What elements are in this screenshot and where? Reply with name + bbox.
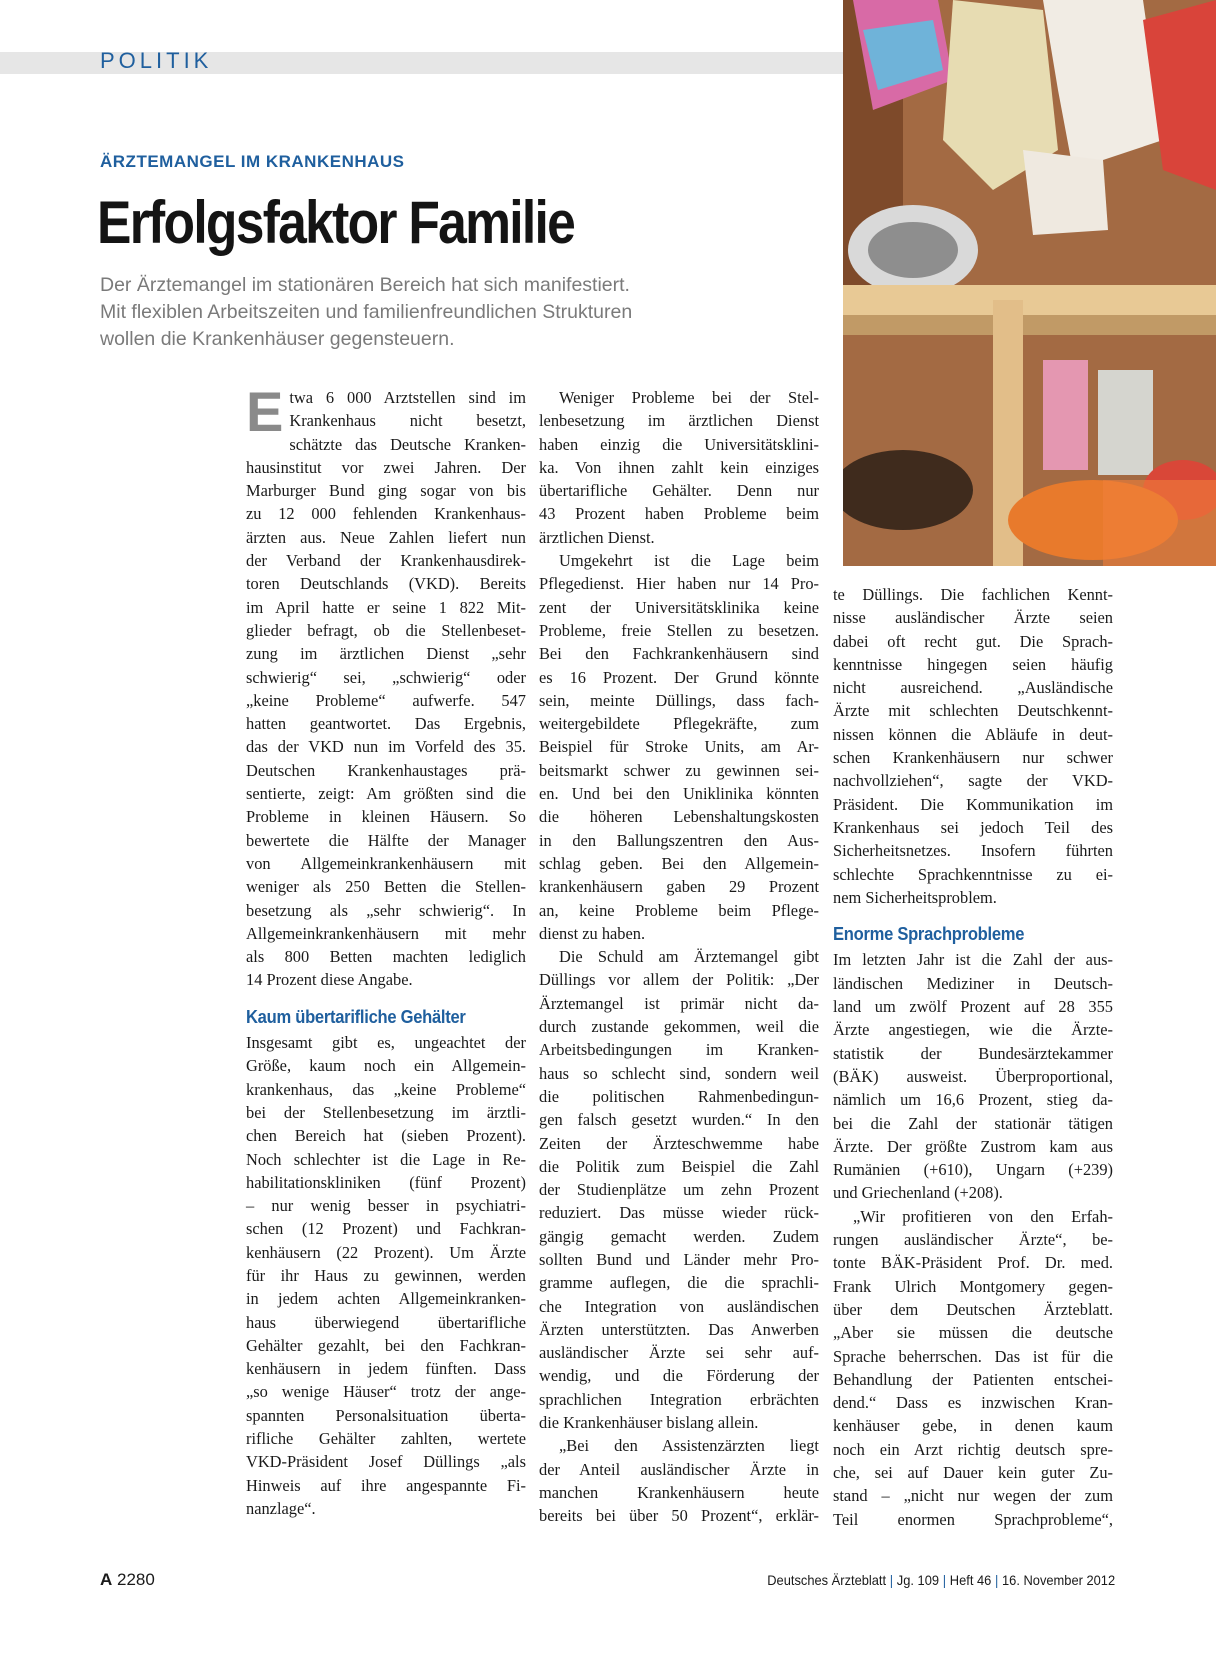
text-line: als 800 Betten machten lediglich (246, 947, 526, 967)
journal-date: 16. November 2012 (1001, 1572, 1115, 1588)
text-line: habilitationskliniken (fünf Prozent) (246, 1172, 526, 1192)
text-line: wendig, und die Förderung der (539, 1366, 819, 1386)
article-headline: Erfolgsfaktor Familie (97, 189, 575, 256)
page-number (100, 1570, 155, 1590)
text-line: über dem Deutschen Ärzteblatt. (833, 1299, 1113, 1319)
journal-volume: Jg. 109 (896, 1572, 939, 1588)
column-1-body-a (246, 380, 526, 992)
text-line: der Studienplätze um zehn Prozent (539, 1180, 819, 1200)
text-line: sollten Bund und Länder mehr Pro- (539, 1249, 819, 1269)
text-line: Sprache beherrschen. Das ist für die (833, 1346, 1113, 1366)
text-line: ärzten aus. Neue Zahlen liefert nun (246, 527, 526, 547)
text-line: übertarifliche Gehälter. Denn nur (539, 481, 819, 501)
text-line: schätzte das Deutsche Kranken- (289, 434, 526, 454)
text-line: Pflegedienst. Hier haben nur 14 Pro- (539, 574, 819, 594)
text-line: ärztlichen Dienst. (539, 527, 655, 547)
text-line: glieder befragt, ob die Stellenbeset- (246, 620, 526, 640)
text-line: dienst zu haben. (539, 923, 646, 943)
text-line: haus so schlecht sind, sondern weil (539, 1063, 819, 1083)
text-line: Behandlung der Patienten entschei- (833, 1369, 1113, 1389)
journal-name: Deutsches Ärzteblatt (767, 1572, 886, 1588)
article-kicker: ÄRZTEMANGEL IM KRANKENHAUS (100, 152, 405, 171)
text-line: weniger als 250 Betten die Stellen- (246, 877, 526, 897)
text-line: sprachlichen Integration erbrächten (539, 1389, 819, 1409)
subheading-gehaelter: Kaum übertarifliche Gehälter (246, 1006, 466, 1027)
text-line: chen Bereich hat (sieben Prozent). (246, 1126, 526, 1146)
text-line: Ärzten unterstützten. Das Anwerben (539, 1319, 819, 1339)
text-line: bei die Zahl der stationär tätigen (833, 1113, 1113, 1133)
column-3-body-b (833, 948, 1113, 1530)
text-line: „Aber sie müssen die deutsche (833, 1323, 1113, 1343)
text-line: nämlich um 16,6 Prozent, stieg da- (833, 1090, 1113, 1110)
text-line: der Anteil ausländischer Ärzte in (539, 1459, 819, 1479)
text-line: ausländischer Ärzte sei sehr auf- (539, 1343, 819, 1363)
text-line: zent der Universitätsklinika keine (539, 597, 819, 617)
text-line: Frank Ulrich Montgomery gegen- (833, 1276, 1113, 1296)
text-line: Krankenhaus sei jedoch Teil des (833, 817, 1113, 837)
text-line: twa 6 000 Arztstellen sind im (289, 388, 526, 407)
text-line: manchen Krankenhäusern heute (539, 1482, 819, 1502)
article-photo (843, 0, 1216, 566)
text-line: dabei oft recht gut. Die Sprach- (833, 631, 1113, 651)
page-number-value: 2280 (117, 1570, 155, 1589)
text-line: VKD-Präsident Josef Düllings „als (246, 1452, 526, 1472)
text-line: „Bei den Assistenzärzten liegt (559, 1436, 819, 1456)
text-line: – nur wenig besser in psychiatri- (246, 1196, 526, 1216)
page-prefix: A (100, 1570, 113, 1589)
text-line: Deutschen Krankenhaustages prä- (246, 760, 526, 780)
text-line: der Verband der Krankenhausdirek- (246, 551, 526, 571)
text-line: che, sei auf Dauer kein guter Zu- (833, 1462, 1113, 1482)
text-line: te Düllings. Die fachlichen Kennt- (833, 585, 1113, 604)
text-line: die höheren Lebenshaltungskosten (539, 807, 819, 827)
text-line: nanzlage“. (246, 1498, 316, 1518)
text-line: nissen können die Abläufe in deut- (833, 724, 1113, 744)
text-line: nisse ausländischer Ärzte seien (833, 608, 1113, 628)
text-line: haus überwiegend übertarifliche (246, 1312, 526, 1332)
text-line: land um zwölf Prozent auf 28 355 (833, 997, 1113, 1017)
text-line: Beispiel für Stroke Units, am Ar- (539, 737, 819, 757)
article-column-3 (833, 583, 1113, 1531)
text-line: nicht ausreichend. „Ausländische (833, 678, 1113, 698)
text-line: Zeiten der Ärzteschwemme habe (539, 1133, 819, 1153)
text-line: Hinweis auf ihre angespannte Fi- (246, 1475, 526, 1495)
text-line: ka. Von ihnen zahlt kein einziges (539, 457, 819, 477)
column-1-body-b (246, 1031, 526, 1520)
text-line: die Politik zum Beispiel die Zahl (539, 1156, 819, 1176)
text-line: nachvollziehen“, sagte der VKD- (833, 771, 1113, 791)
text-line: die Krankenhäuser bislang allein. (539, 1413, 759, 1433)
text-line: Ärzte angestiegen, wie die Ärzte- (833, 1020, 1113, 1040)
text-line: schen Krankenhäusern nur schwer (833, 748, 1113, 768)
text-line: bereits bei über 50 Prozent“, erklär- (539, 1506, 819, 1526)
text-line: Insgesamt gibt es, ungeachtet der (246, 1033, 526, 1053)
text-line: Düllings vor allem der Politik: „Der (539, 970, 819, 990)
text-line: Probleme, freie Stellen zu besetzen. (539, 620, 819, 640)
text-line: Sicherheitsnetzes. Insofern führten (833, 841, 1113, 861)
text-line: gramme auflegen, die die sprachli- (539, 1273, 819, 1293)
text-line: an, keine Probleme beim Pflege- (539, 900, 819, 920)
text-line: Präsident. Die Kommunikation im (833, 794, 1113, 814)
text-line: das der VKD nun im Vorfeld des 35. (246, 737, 526, 757)
text-line: bewertete die Hälfte der Manager (246, 830, 526, 850)
text-line: Teil enormen Sprachprobleme“, (833, 1509, 1113, 1529)
column-2-body (539, 386, 819, 1528)
photo-illustration (843, 0, 1216, 566)
text-line: Weniger Probleme bei der Stel- (559, 388, 819, 407)
text-line: „keine Probleme“ aufwerfe. 547 (246, 690, 526, 710)
text-line: statistik der Bundesärztekammer (833, 1043, 1113, 1063)
text-line: schen (12 Prozent) und Fachkran- (246, 1219, 526, 1239)
text-line: schlag geben. Bei den Allgemein- (539, 853, 819, 873)
lead-line: wollen die Krankenhäuser gegensteuern. (100, 328, 455, 350)
text-line: sentierte, zeigt: Am größten sind die (246, 784, 526, 804)
text-line: bei der Stellenbesetzung im ärztli- (246, 1102, 526, 1122)
text-line: Die Schuld am Ärztemangel gibt (559, 947, 819, 967)
text-line: kenhäusern (22 Prozent). Um Ärzte (246, 1242, 526, 1262)
text-line: hausinstitut vor zwei Jahren. Der (246, 457, 526, 477)
text-line: in den Ballungszentren den Aus- (539, 830, 819, 850)
text-line: rungen ausländischer Ärzte“, be- (833, 1230, 1113, 1250)
text-line: gen falsch gesetzt wurden.“ In den (539, 1110, 819, 1130)
text-line: durch zustande gekommen, weil die (539, 1017, 819, 1037)
text-line: die politischen Rahmenbedingun- (539, 1086, 819, 1106)
text-line: dend.“ Dass es inzwischen Kran- (833, 1393, 1113, 1413)
text-line: Ärzte mit schlechten Deutschkennt- (833, 701, 1113, 721)
text-line: in jedem achten Allgemeinkranken- (246, 1289, 526, 1309)
journal-issue: Heft 46 (949, 1572, 992, 1588)
text-line: rifliche Gehälter zahlten, wertete (246, 1429, 526, 1449)
text-line: Ärzte. Der größte Zustrom kam aus (833, 1136, 1113, 1156)
text-line: von Allgemeinkrankenhäusern mit (246, 853, 526, 873)
text-line: 43 Prozent haben Probleme beim (539, 504, 819, 524)
text-line: spannten Personalsituation überta- (246, 1405, 526, 1425)
text-line: Gehälter gezahlt, bei den Fachkran- (246, 1335, 526, 1355)
text-line: che Integration von ausländischen (539, 1296, 819, 1316)
text-line: für ihr Haus zu gewinnen, werden (246, 1265, 526, 1285)
text-line: „so wenige Häuser“ trotz der ange- (246, 1382, 526, 1402)
text-line: haben einzig die Universitätsklini- (539, 434, 819, 454)
text-line: krankenhaus, das „keine Probleme“ (246, 1079, 526, 1099)
text-line: zung im ärztlichen Dienst „sehr (246, 644, 526, 664)
journal-footer: Deutsches Ärzteblatt | Jg. 109 | Heft 46 | 16. November 2012 (767, 1572, 1115, 1588)
text-line: noch ein Arzt richtig deutsch spre- (833, 1439, 1113, 1459)
text-line: kenhäuser gebe, in denen kaum (833, 1416, 1113, 1436)
text-line: Größe, kaum noch ein Allgemein- (246, 1056, 526, 1076)
text-line: Umgekehrt ist die Lage beim (559, 551, 819, 571)
text-line: gängig gemacht werden. Zudem (539, 1226, 819, 1246)
text-line: stand – „nicht nur wegen der zum (833, 1486, 1113, 1506)
text-line: toren Deutschlands (VKD). Bereits (246, 574, 526, 594)
text-line: (BÄK) ausweist. Überproportional, (833, 1066, 1113, 1086)
text-line: reduziert. Das müsse wieder rück- (539, 1203, 819, 1223)
text-line: Ärztemangel ist primär nicht da- (539, 993, 819, 1013)
text-line: ländischen Mediziner in Deutsch- (833, 973, 1113, 993)
section-label: POLITIK (100, 48, 213, 73)
text-line: Arbeitsbedingungen im Kranken- (539, 1040, 819, 1060)
text-line: schlechte Sprachkenntnisse zu ei- (833, 864, 1113, 884)
article-lead (100, 272, 780, 353)
text-line: lenbesetzung im ärztlichen Dienst (539, 411, 819, 431)
lead-line: Mit flexiblen Arbeitszeiten und familienfreundlichen Strukturen (100, 301, 633, 323)
text-line: es 16 Prozent. Der Grund könnte (539, 667, 819, 687)
text-line: Probleme in kleinen Häusern. So (246, 807, 526, 827)
text-line: krankenhäusern gaben 29 Prozent (539, 877, 819, 897)
lead-line: Der Ärztemangel im stationären Bereich hat sich manifestiert. (100, 274, 630, 296)
text-line: Bei den Fachkrankenhäusern sind (539, 644, 819, 664)
text-line: besetzung als „sehr schwierig“. In (246, 900, 526, 920)
text-line: weitergebildete Pflegekräfte, zum (539, 714, 819, 734)
article-column-2 (539, 386, 819, 1528)
text-line: schwierig“ sei, „schwierig“ oder (246, 667, 526, 687)
drop-cap: E (246, 380, 284, 443)
text-line: Marburger Bund ging sogar von bis (246, 481, 526, 501)
text-line: hatten geantwortet. Das Ergebnis, (246, 714, 526, 734)
text-line: im April hatte er seine 1 822 Mit- (246, 597, 526, 617)
text-line: tonte BÄK-Präsident Prof. Dr. med. (833, 1253, 1113, 1273)
article-column-1 (246, 380, 526, 1520)
text-line: und Griechenland (+208). (833, 1183, 1003, 1203)
text-line: sein, meinte Düllings, dass fach- (539, 690, 819, 710)
text-line: Im letzten Jahr ist die Zahl der aus- (833, 950, 1113, 970)
text-line: nem Sicherheitsproblem. (833, 887, 997, 907)
text-line: „Wir profitieren von den Erfah- (853, 1206, 1113, 1226)
column-3-body-a (833, 583, 1113, 909)
text-line: kenhäusern in jedem fünften. Dass (246, 1359, 526, 1379)
text-line: zu 12 000 fehlenden Krankenhaus- (246, 504, 526, 524)
text-line: Noch schlechter ist die Lage in Re- (246, 1149, 526, 1169)
text-line: en. Und bei den Uniklinika könnten (539, 784, 819, 804)
text-line: Krankenhaus nicht besetzt, (289, 411, 526, 431)
text-line: Rumänien (+610), Ungarn (+239) (833, 1160, 1113, 1180)
text-line: 14 Prozent diese Angabe. (246, 970, 413, 990)
text-line: beitsmarkt schwer zu gewinnen sei- (539, 760, 819, 780)
text-line: Allgemeinkrankenhäusern mit mehr (246, 923, 526, 943)
text-line: kenntnisse hingegen seien häufig (833, 654, 1113, 674)
subheading-sprachprobleme: Enorme Sprachprobleme (833, 924, 1025, 945)
